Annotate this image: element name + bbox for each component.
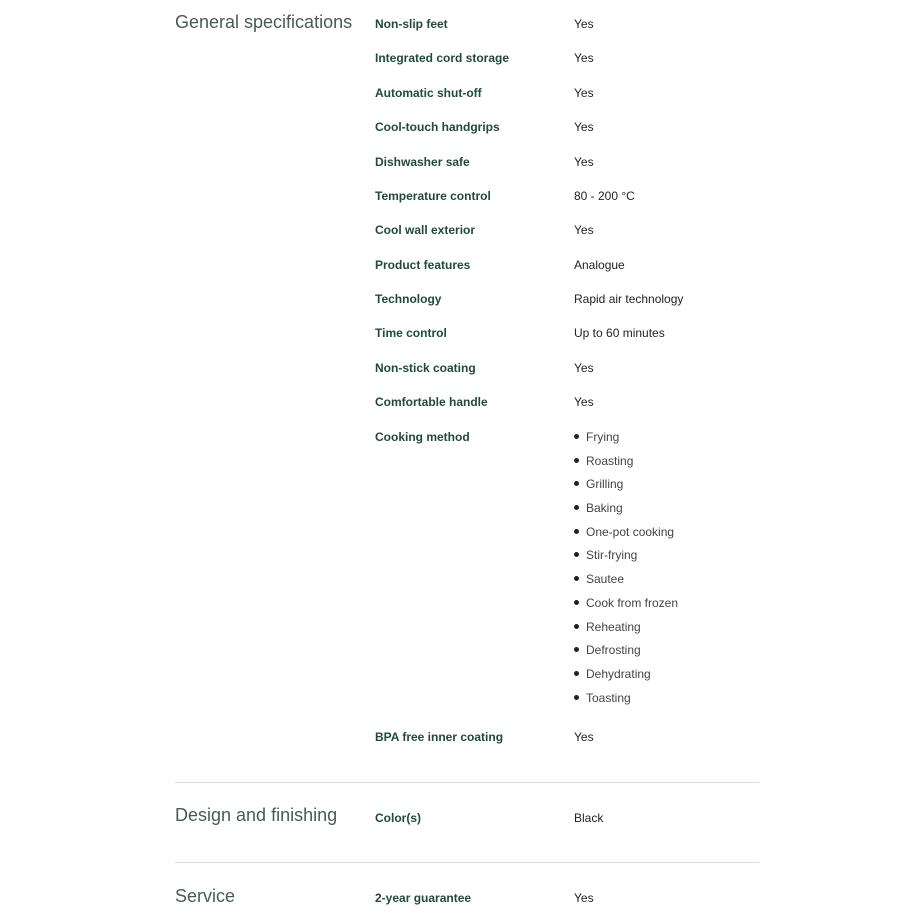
list-item: One-pot cooking	[574, 524, 678, 548]
list-item: Reheating	[574, 619, 678, 643]
list-item: Frying	[574, 429, 678, 453]
bullet-icon	[574, 600, 579, 605]
spec-value: Yes	[574, 361, 594, 375]
list-item: Defrosting	[574, 642, 678, 666]
cooking-method-list	[574, 429, 678, 713]
spec-label: Product features	[375, 258, 471, 272]
spec-label: Dishwasher safe	[375, 155, 470, 169]
spec-label: Technology	[375, 292, 442, 306]
spec-value: Up to 60 minutes	[574, 326, 665, 340]
spec-value: Yes	[574, 51, 594, 65]
spec-label: Cooking method	[375, 430, 470, 444]
bullet-icon	[574, 576, 579, 581]
spec-label: Time control	[375, 326, 447, 340]
spec-value: Yes	[574, 891, 594, 905]
list-item: Roasting	[574, 453, 678, 477]
spec-label: Cool wall exterior	[375, 223, 476, 237]
spec-label: Non-slip feet	[375, 17, 448, 31]
bullet-icon	[574, 647, 579, 652]
list-item: Toasting	[574, 690, 678, 714]
section-title-general-specifications: General specifications	[175, 12, 353, 32]
bullet-icon	[574, 695, 579, 700]
spec-label: 2-year guarantee	[375, 891, 472, 905]
bullet-icon	[574, 434, 579, 439]
spec-label: Comfortable handle	[375, 395, 488, 409]
bullet-icon	[574, 552, 579, 557]
list-item: Stir-frying	[574, 547, 678, 571]
spec-value: Yes	[574, 223, 594, 237]
bullet-icon	[574, 505, 579, 510]
spec-value: Yes	[574, 120, 594, 134]
spec-label: Integrated cord storage	[375, 51, 510, 65]
spec-label: Non-stick coating	[375, 361, 476, 375]
list-item: Dehydrating	[574, 666, 678, 690]
bullet-icon	[574, 529, 579, 534]
section-divider	[175, 782, 759, 783]
spec-value: Yes	[574, 86, 594, 100]
section-title-design-and-finishing: Design and finishing	[175, 805, 338, 825]
list-item: Baking	[574, 500, 678, 524]
spec-value: Black	[574, 811, 604, 825]
spec-label: Cool-touch handgrips	[375, 120, 500, 134]
spec-value: Yes	[574, 730, 594, 744]
section-title-service: Service	[175, 886, 236, 906]
list-item: Grilling	[574, 476, 678, 500]
spec-value: Analogue	[574, 258, 625, 272]
spec-value: 80 - 200 °C	[574, 189, 635, 203]
bullet-icon	[574, 671, 579, 676]
spec-value: Yes	[574, 17, 594, 31]
list-item: Sautee	[574, 571, 678, 595]
spec-value: Yes	[574, 395, 594, 409]
bullet-icon	[574, 481, 579, 486]
list-item: Cook from frozen	[574, 595, 678, 619]
spec-label: Temperature control	[375, 189, 491, 203]
spec-label: BPA free inner coating	[375, 730, 504, 744]
spec-label: Color(s)	[375, 811, 421, 825]
section-divider	[175, 862, 759, 863]
spec-value: Yes	[574, 155, 594, 169]
bullet-icon	[574, 624, 579, 629]
spec-label: Automatic shut-off	[375, 86, 482, 100]
spec-value: Rapid air technology	[574, 292, 684, 306]
bullet-icon	[574, 458, 579, 463]
